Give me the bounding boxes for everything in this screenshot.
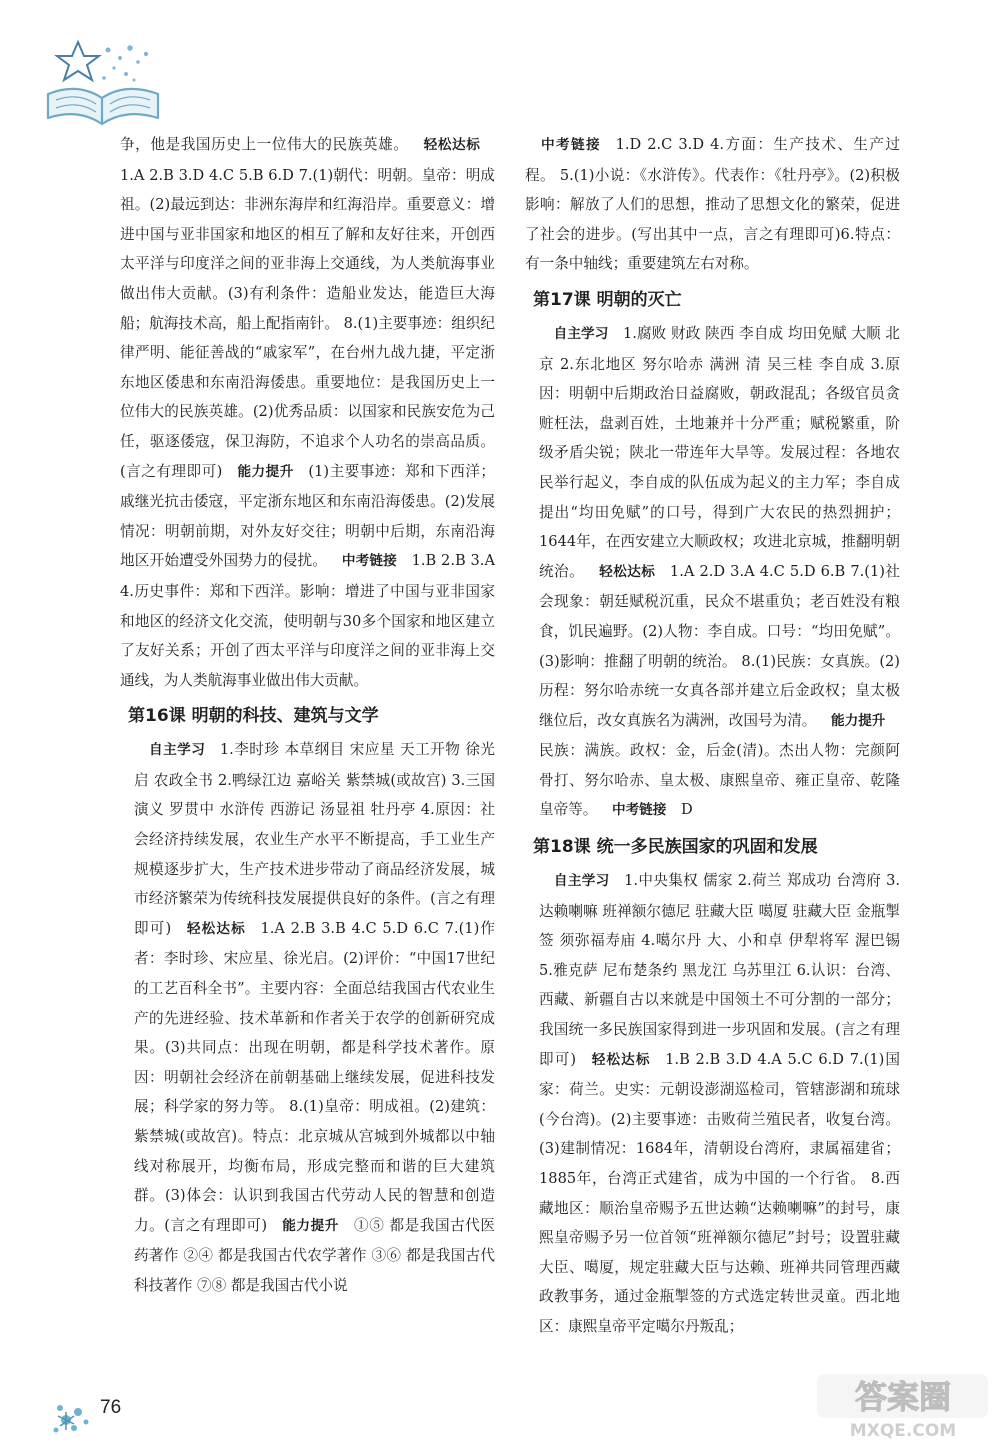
section-tag: 中考链接	[539, 137, 601, 153]
section-tag: 轻松达标	[185, 920, 246, 937]
answer-text: (1)主要事迹：郑和下西洋；戚继光抗击倭寇，平定浙东地区和东南沿海倭患。(2)发展情况：明朝前期，对外友好交往；明朝中后期，东南沿海地区开始遭受外国势力的侵扰。	[120, 462, 495, 570]
lesson-heading: 第16课 明朝的科技、建筑与文学	[128, 706, 379, 727]
answer-column-left	[120, 130, 495, 1301]
answer-text: 1.B 2.B 3.A 4.历史事件：郑和下西洋。影响：增进了中国与亚非国家和地区的经济文化交流，使明朝与30多个国家和地区建立了友好关系；开创了西太平洋与印度洋之间的亚非海上交通线，为人类航海事业做出伟大贡献。	[120, 552, 495, 689]
lesson-heading: 第18课 统一多民族国家的巩固和发展	[533, 837, 818, 858]
answer-text: ①⑤ 都是我国古代医药著作 ②④ 都是我国古代农学著作 ③⑥ 都是我国古代科技著作 ⑦⑧ 都是我国古代小说	[134, 1216, 496, 1294]
section-tag: 轻松达标	[598, 563, 656, 580]
section-tag: 自主学习	[553, 873, 610, 890]
answer-text: D	[680, 801, 693, 819]
watermark-url: MXQE.COM	[849, 1421, 957, 1441]
answer-text: 1.A 2.B 3.B 4.C 5.D 6.C 7.(1)作者：李时珍、宋应星、徐光启。(2)评价：“中国17世纪的工艺百科全书”。主要内容：全面总结我国古代农业生产的先进经验、技术革新和作者关于农学的创新研究成果。(3)共同点：出现在明朝，都是科学技术著作。原因：明朝社会经济在前朝基础上继续发展，促进科技发展；科学家的努力等。 8.(1)皇帝：明成祖。(2)建筑：紫禁城(或故宫)。特点：北京城从宫城到外城都以中轴线对称展开，均衡布局，形成完整而和谐的巨大建筑群。(3)体会：认识到我国古代劳动人民的智慧和创造力。(言之有理即可)	[134, 919, 496, 1234]
answer-text: 6.特点：有一条中轴线；重要建筑左右对称。	[525, 225, 900, 273]
answer-text: 1.中央集权 儒家 2.荷兰 郑成功 台湾府 3.达赖喇嘛 班禅额尔德尼 驻藏大臣 噶厦 驻藏大臣 金瓶掣签 须弥福寿庙 4.噶尔丹 大、小和卓 伊犁将军 渥巴锡 5.雅克萨 尼布楚条约 黑龙江 乌苏里江 6.认识：台湾、西藏、新疆自古以来就是中国领土不可分割的一部分；我国统一多民族国家得到进一步巩固和发展。(言之有理即可)	[539, 872, 901, 1068]
watermark-text: 答案圈	[854, 1378, 952, 1416]
book-star-logo	[38, 34, 168, 130]
answer-text: 民族：满族。政权：金，后金(清)。杰出人物：完颜阿骨打、努尔哈赤、皇太极、康熙皇帝、雍正皇帝、乾隆皇帝等。	[539, 742, 900, 819]
answer-text: 1.D 2.C 3.D 4.方面：生产技术、生产过程。 5.(1)小说：《水浒传》。代表作：《牡丹亭》。(2)积极影响：解放了人们的思想，推动了思想文化的繁荣，促进了社会的进步。(写出其中一点，言之有理即可)	[525, 136, 900, 243]
answer-text: 1.A 2.D 3.A 4.C 5.D 6.B 7.(1)社会现象：朝廷赋税沉重，民众不堪重负；老百姓没有粮食，饥民遍野。(2)人物：李自成。口号：“均田免赋”。(3)影响：推翻了明朝的统治。 8.(1)民族：女真族。(2)历程：努尔哈赤统一女真各部并建立后金政权；皇太极继位后，改女真族名为满洲，改国号为清。	[539, 562, 900, 729]
answer-paragraph	[525, 319, 900, 826]
answer-text: 1.李时珍 本草纲目 宋应星 天工开物 徐光启 农政全书 2.鸭绿江边 嘉峪关 紫禁城(或故宫) 3.三国演义 罗贯中 水浒传 西游记 汤显祖 牡丹亭 4.原因：社会经济持续发展，农业生产水平不断提高，手工业生产规模逐步扩大，生产技术进步带动了商品经济发展，城市经济繁荣为传统科技发展提供良好的条件。(言之有理即可)	[134, 741, 496, 937]
answer-text: 1.A 2.B 3.D 4.C 5.B 6.D 7.(1)朝代：明朝。皇帝：明成祖。(2)最远到达：非洲东海岸和红海沿岸。重要意义：增进中国与亚非国家和地区的相互了解和友好往来，开创西太平洋与印度洋之间的亚非海上交通线，为人类航海事业做出伟大贡献。(3)有利条件：造船业发达，能造巨大海船；航海技术高，船上配指南针。 8.(1)主要事迹：组织纪律严明、能征善战的“戚家军”，在台州九战九捷，平定浙东地区倭患和东南沿海倭患。重要地位：是我国历史上一位伟大的民族英雄。(2)优秀品质：以国家和民族安危为己任，驱逐倭寇，保卫海防，不追求个人功名的崇高品质。(言之有理即可)	[120, 166, 495, 480]
section-tag: 能力提升	[236, 463, 294, 480]
section-tag: 中考链接	[341, 553, 397, 570]
answer-text: 1.腐败 财政 陕西 李自成 均田免赋 大顺 北京 2.东北地区 努尔哈赤 满洲 清 吴三桂 李自成 3.原因：明朝中后期政治日益腐败，朝政混乱；各级官员贪赃枉法，盘剥百姓，土地兼并十分严重；赋税繁重，阶级矛盾尖锐；陕北一带连年大旱等。发展过程：各地农民举行起义，李自成的队伍成为起义的主力军；李自成提出“均田免赋”的口号，得到广大农民的热烈拥护；1644年，在西安建立大顺政权；攻进北京城，推翻明朝统治。	[539, 324, 900, 580]
section-tag: 能力提升	[831, 712, 886, 729]
answer-text: 争，他是我国历史上一位伟大的民族英雄。	[120, 136, 409, 153]
section-tag: 中考链接	[611, 802, 667, 819]
section-tag: 轻松达标	[590, 1051, 651, 1068]
section-tag: 轻松达标	[423, 137, 481, 153]
section-tag: 自主学习	[148, 742, 206, 759]
answer-paragraph	[120, 130, 495, 695]
section-tag: 能力提升	[281, 1217, 339, 1234]
answer-paragraph	[525, 866, 900, 1342]
page-number: 76	[100, 1397, 122, 1418]
answer-paragraph	[525, 130, 900, 279]
section-tag: 自主学习	[553, 325, 609, 342]
answer-text: 1.B 2.B 3.D 4.A 5.C 6.D 7.(1)国家：荷兰。史实：元朝设澎湖巡检司，管辖澎湖和琉球(今台湾)。(2)主要事迹：击败荷兰殖民者，收复台湾。(3)建制情况：1684年，清朝设台湾府，隶属福建省；1885年，台湾正式建省，成为中国的一个行省。 8.西藏地区：顺治皇帝赐予五世达赖“达赖喇嘛”的封号，康熙皇帝赐予另一位首领“班禅额尔德尼”封号；设置驻藏大臣、噶厦，规定驻藏大臣与达赖、班禅共同管理西藏政教事务，通过金瓶掣签的方式选定转世灵童。西北地区：康熙皇帝平定噶尔丹叛乱；	[539, 1050, 901, 1335]
answer-column-right	[525, 130, 900, 1342]
snowflake-decoration-icon	[48, 1390, 108, 1440]
watermark-logo	[815, 1370, 990, 1442]
answer-paragraph	[120, 735, 495, 1300]
lesson-heading: 第17课 明朝的灭亡	[533, 289, 682, 310]
